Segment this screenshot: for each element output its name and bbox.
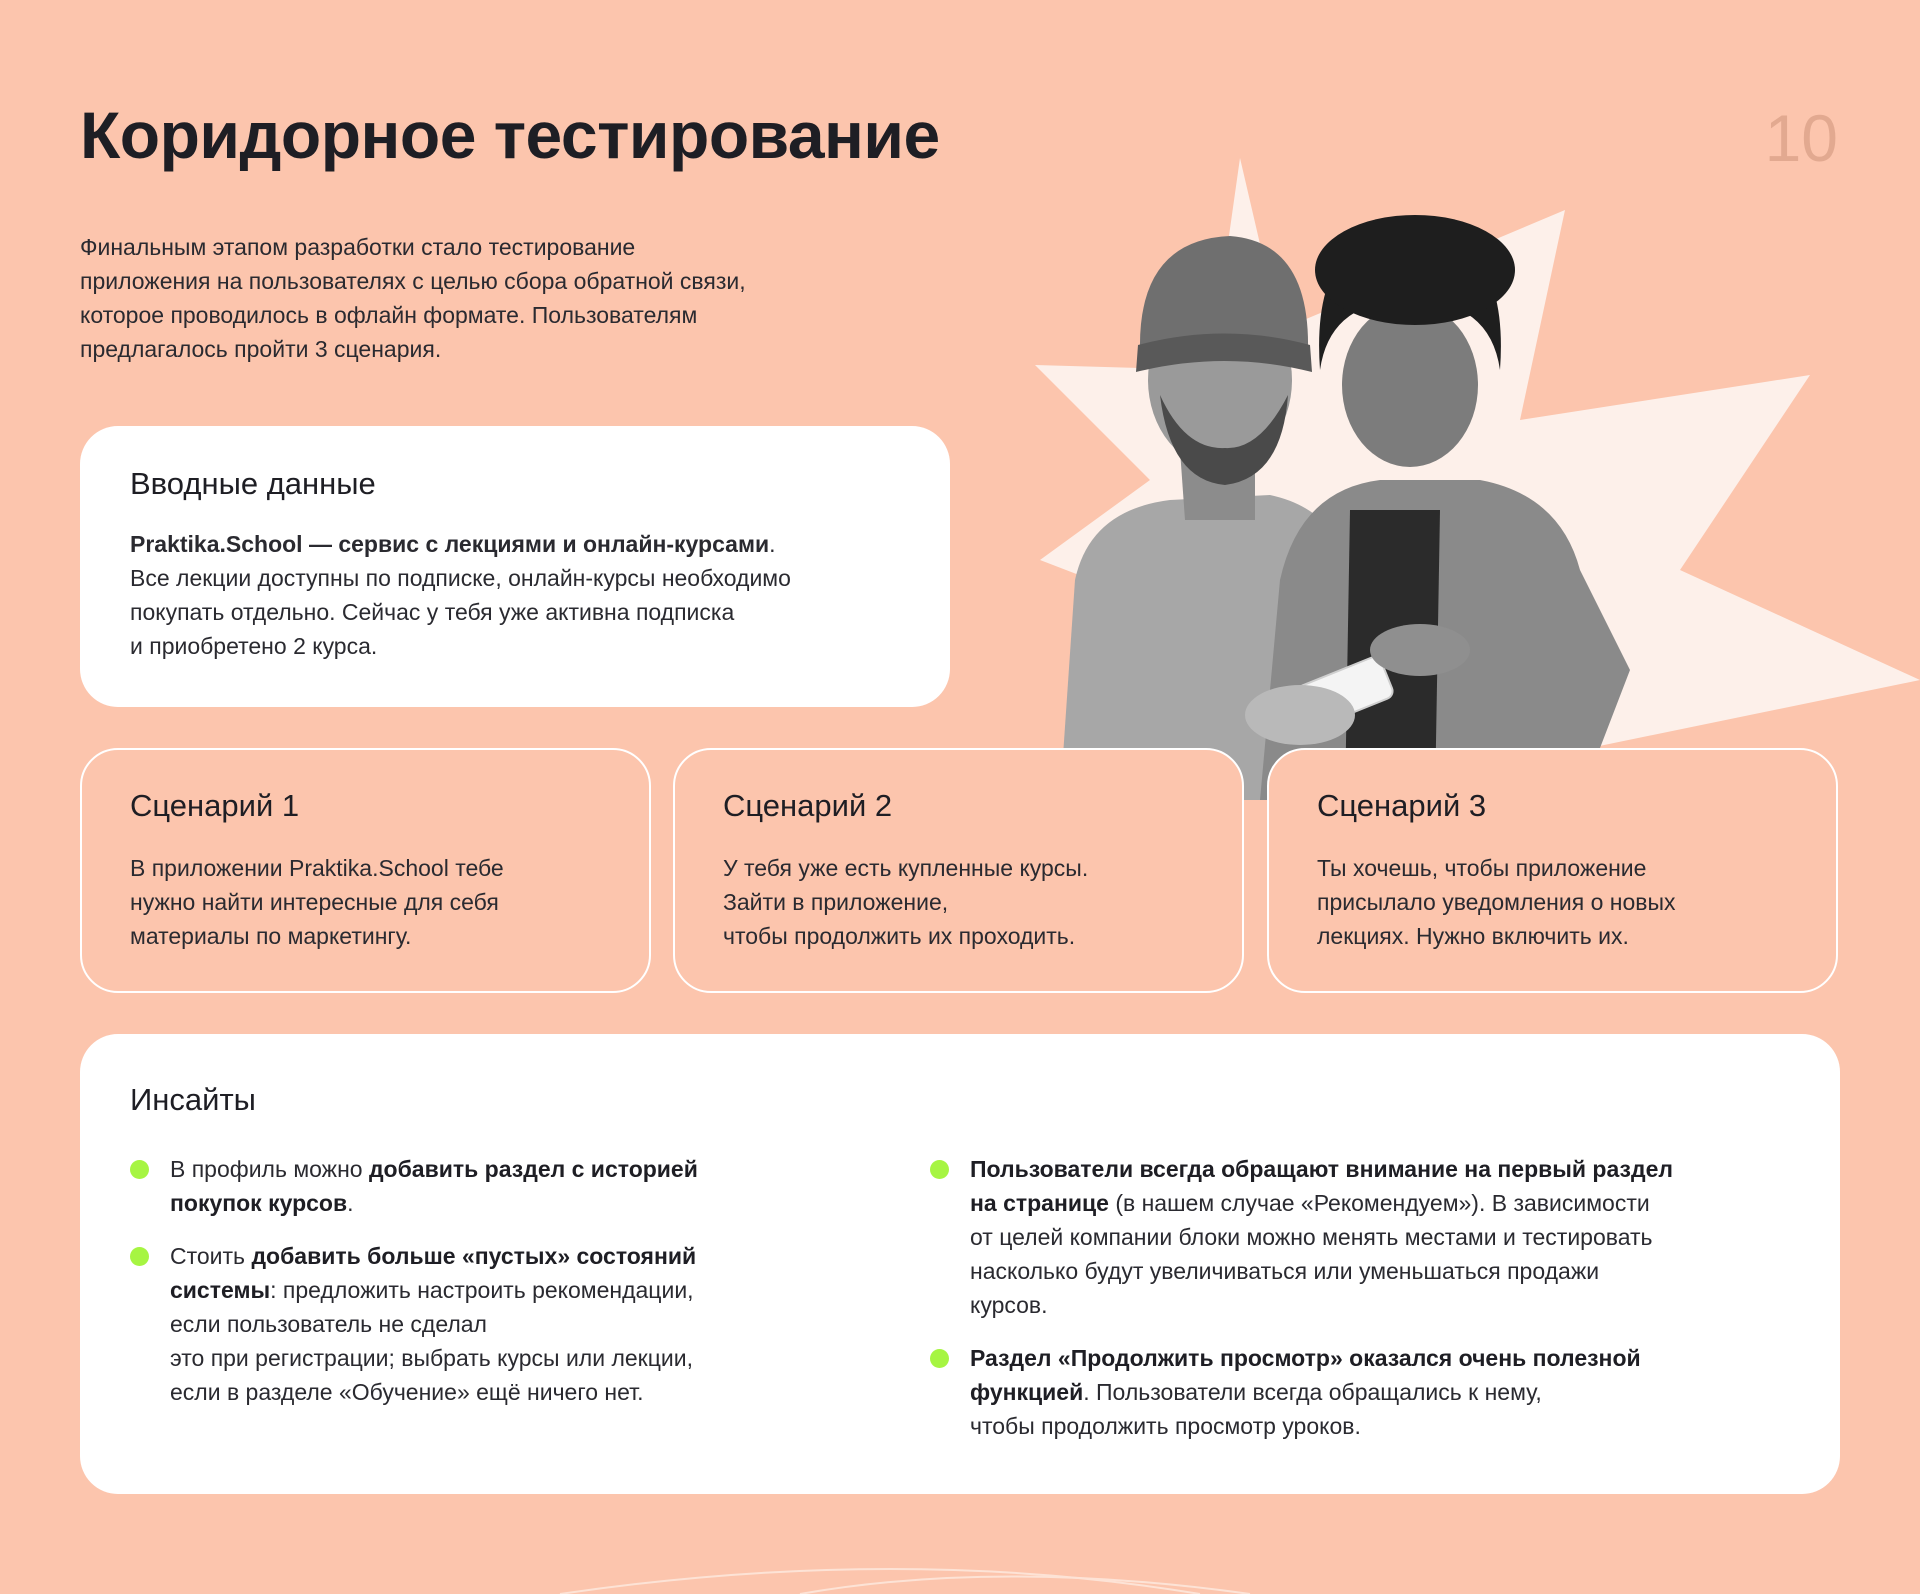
scenario-line: чтобы продолжить их проходить.	[723, 923, 1076, 949]
scenario-text	[130, 851, 601, 953]
scenario-card-2	[673, 748, 1244, 993]
page-title: Коридорное тестирование	[80, 98, 940, 172]
insights-column-right	[930, 1152, 1750, 1462]
insight-item	[130, 1239, 840, 1409]
insight-bold: функцией	[970, 1379, 1084, 1405]
insight-text: .	[347, 1190, 354, 1216]
bullet-dot-icon	[130, 1247, 149, 1266]
man-beanie	[1140, 236, 1308, 350]
scenario-line: материалы по маркетингу.	[130, 923, 412, 949]
insight-bold: системы	[170, 1277, 271, 1303]
page-number: 10	[1764, 101, 1838, 175]
bullet-dot-icon	[130, 1160, 149, 1179]
people-with-phone-illustration	[1020, 150, 1920, 800]
input-data-text	[130, 527, 900, 663]
man-hand	[1245, 685, 1355, 745]
intro-line: Финальным этапом разработки стало тестирование	[80, 234, 636, 260]
insight-bold: на странице	[970, 1190, 1109, 1216]
insight-item	[930, 1341, 1750, 1443]
input-data-line: Все лекции доступны по подписке, онлайн-курсы необходимо	[130, 565, 791, 591]
input-data-line: покупать отдельно. Сейчас у тебя уже активна подписка	[130, 599, 735, 625]
insight-line: если пользователь не сделал	[170, 1311, 487, 1337]
scenario-text	[1317, 851, 1788, 953]
insight-text: : предложить настроить рекомендации,	[270, 1277, 694, 1303]
insights-title: Инсайты	[130, 1082, 256, 1117]
insight-line: это при регистрации; выбрать курсы или лекции,	[170, 1345, 693, 1371]
scenario-title: Сценарий 1	[130, 788, 300, 823]
insight-text: В профиль можно	[170, 1156, 369, 1182]
insight-text: (в нашем случае «Рекомендуем»). В зависимости	[1108, 1190, 1650, 1216]
bullet-dot-icon	[930, 1160, 949, 1179]
scenario-title: Сценарий 3	[1317, 788, 1487, 823]
insight-bold: добавить больше «пустых» состояний	[251, 1243, 697, 1269]
insight-text: Стоить	[170, 1243, 252, 1269]
scenario-line: В приложении Praktika.School тебе	[130, 855, 504, 881]
decorative-curve	[560, 1569, 1200, 1594]
insight-line: если в разделе «Обучение» ещё ничего нет.	[170, 1379, 644, 1405]
scenario-text	[723, 851, 1194, 953]
scenario-card-3	[1267, 748, 1838, 993]
scenario-line: лекциях. Нужно включить их.	[1317, 923, 1629, 949]
input-data-line: и приобретено 2 курса.	[130, 633, 378, 659]
intro-line: которое проводилось в офлайн формате. Пользователям	[80, 302, 698, 328]
input-data-card	[80, 426, 950, 707]
scenario-title: Сценарий 2	[723, 788, 893, 823]
input-data-title: Вводные данные	[130, 466, 376, 501]
scenario-line: нужно найти интересные для себя	[130, 889, 499, 915]
intro-line: предлагалось пройти 3 сценария.	[80, 336, 442, 362]
insight-item	[130, 1152, 840, 1220]
insight-item	[930, 1152, 1750, 1322]
insight-line: насколько будут увеличиваться или уменьшаться продажи	[970, 1258, 1600, 1284]
decorative-curves	[0, 1534, 1920, 1594]
scenario-line: У тебя уже есть купленные курсы.	[723, 855, 1089, 881]
insight-bold: Раздел «Продолжить просмотр» оказался очень полезной	[970, 1345, 1641, 1371]
insight-bold: добавить раздел с историей	[368, 1156, 698, 1182]
insights-card	[80, 1034, 1840, 1494]
intro-line: приложения на пользователях с целью сбора обратной связи,	[80, 268, 746, 294]
insight-line: от целей компании блоки можно менять местами и тестировать	[970, 1224, 1653, 1250]
input-data-bold-end: .	[769, 531, 776, 557]
insight-text: . Пользователи всегда обращались к нему,	[1083, 1379, 1542, 1405]
insight-line: чтобы продолжить просмотр уроков.	[970, 1413, 1361, 1439]
scenario-line: Ты хочешь, чтобы приложение	[1317, 855, 1647, 881]
insight-line: курсов.	[970, 1292, 1048, 1318]
input-data-bold: Praktika.School — сервис с лекциями и онлайн-курсами	[130, 531, 770, 557]
intro-text	[80, 230, 860, 366]
scenario-line: присылало уведомления о новых	[1317, 889, 1676, 915]
insight-bold: Пользователи всегда обращают внимание на первый раздел	[970, 1156, 1673, 1182]
woman-hand	[1370, 624, 1470, 676]
insights-column-left	[130, 1152, 840, 1428]
woman-head	[1342, 303, 1478, 467]
insight-bold: покупок курсов	[170, 1190, 348, 1216]
woman-hair-volume	[1315, 215, 1515, 325]
scenario-line: Зайти в приложение,	[723, 889, 949, 915]
scenario-card-1	[80, 748, 651, 993]
bullet-dot-icon	[930, 1349, 949, 1368]
